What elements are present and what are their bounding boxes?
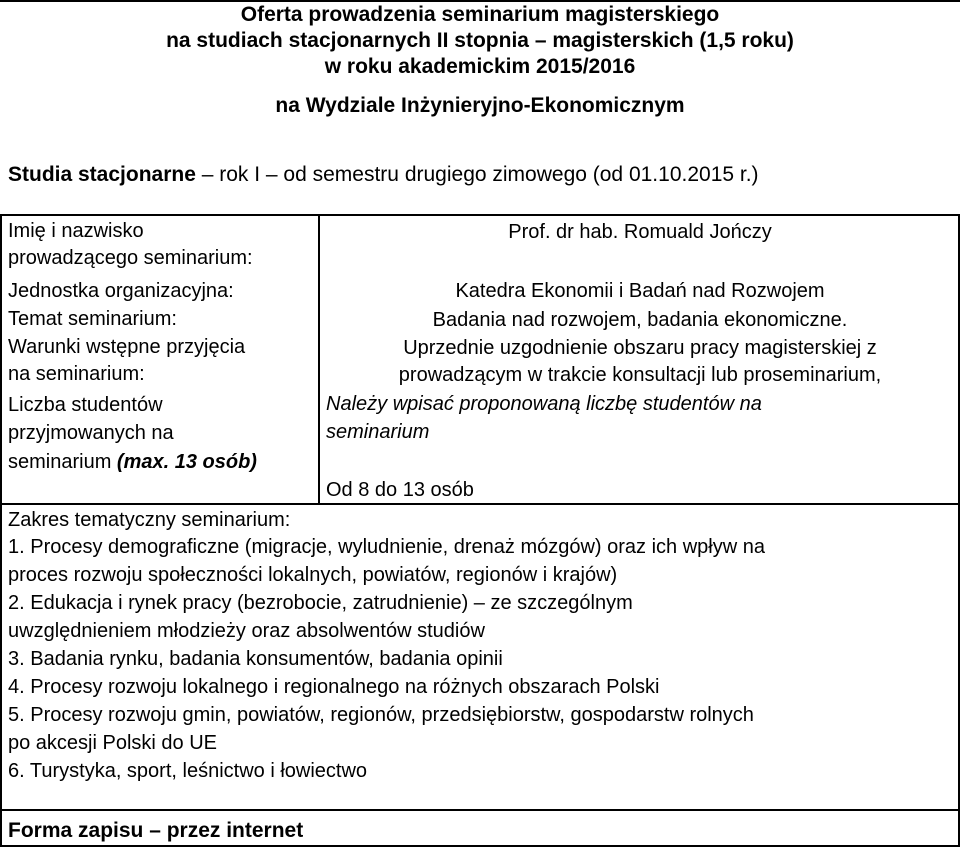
count-note-2: seminarium — [326, 421, 430, 443]
scope-label: Zakres tematyczny seminarium: — [8, 509, 291, 531]
scope-line: 1. Procesy demograficzne (migracje, wyludnienie, drenaż mózgów) oraz ich wpływ na — [8, 536, 765, 558]
conditions-value-1: Uprzednie uzgodnienie obszaru pracy magisterskiej z — [403, 337, 877, 359]
name-label-2: prowadzącego seminarium: — [8, 247, 253, 269]
scope-line: uwzględnieniem młodzieży oraz absolwentów studiów — [8, 620, 485, 642]
scope-line: po akcesji Polski do UE — [8, 732, 217, 754]
enrollment-form-note: Forma zapisu – przez internet — [8, 819, 304, 842]
name-value: Prof. dr hab. Romuald Jończy — [508, 221, 772, 243]
unit-value: Katedra Ekonomii i Badań nad Rozwojem — [455, 280, 825, 302]
title-line-2: na studiach stacjonarnych II stopnia – magisterskich (1,5 roku) — [166, 29, 794, 52]
count-label-2: przyjmowanych na — [8, 422, 174, 444]
title-line-4: na Wydziale Inżynieryjno-Ekonomicznym — [275, 94, 685, 117]
table-rule-top — [0, 214, 960, 216]
study-mode-rest: – rok I – od semestru drugiego zimowego (od 01.10.2015 r.) — [195, 163, 759, 186]
count-value: Od 8 do 13 osób — [326, 479, 474, 501]
conditions-label-2: na seminarium: — [8, 363, 145, 385]
scope-line: 5. Procesy rozwoju gmin, powiatów, regionów, przedsiębiorstw, gospodarstw rolnych — [8, 704, 754, 726]
topic-label: Temat seminarium: — [8, 308, 177, 330]
scope-line: 4. Procesy rozwoju lokalnego i regionalnego na różnych obszarach Polski — [8, 676, 660, 698]
unit-label: Jednostka organizacyjna: — [8, 280, 234, 302]
conditions-label-1: Warunki wstępne przyjęcia — [8, 336, 246, 358]
study-mode-bold: Studia stacjonarne — [8, 163, 196, 186]
title-line-3: w roku akademickim 2015/2016 — [324, 55, 636, 78]
scope-line: 3. Badania rynku, badania konsumentów, badania opinii — [8, 648, 503, 670]
scope-line: 2. Edukacja i rynek pracy (bezrobocie, zatrudnienie) – ze szczególnym — [8, 592, 633, 614]
title-line-1: Oferta prowadzenia seminarium magisterskiego — [240, 3, 720, 26]
conditions-value-2: prowadzącym w trakcie konsultacji lub proseminarium, — [398, 364, 882, 386]
count-note-1: Należy wpisać proponowaną liczbę studentów na — [326, 393, 762, 415]
count-label-3a: seminarium — [8, 451, 117, 473]
scope-line: 6. Turystyka, sport, leśnictwo i łowiectwo — [8, 760, 368, 782]
count-label-1: Liczba studentów — [8, 394, 163, 416]
count-max-note: (max. 13 osób) — [116, 451, 257, 473]
count-label-3 — [8, 451, 257, 474]
topic-value: Badania nad rozwojem, badania ekonomiczne. — [432, 309, 848, 331]
table-rule-scope-bottom — [0, 809, 960, 811]
scope-line: proces rozwoju społeczności lokalnych, powiatów, regionów i krajów) — [8, 564, 618, 586]
study-mode-line — [8, 162, 759, 188]
table-rule-mid — [0, 503, 960, 505]
name-label-1: Imię i nazwisko — [8, 220, 144, 242]
